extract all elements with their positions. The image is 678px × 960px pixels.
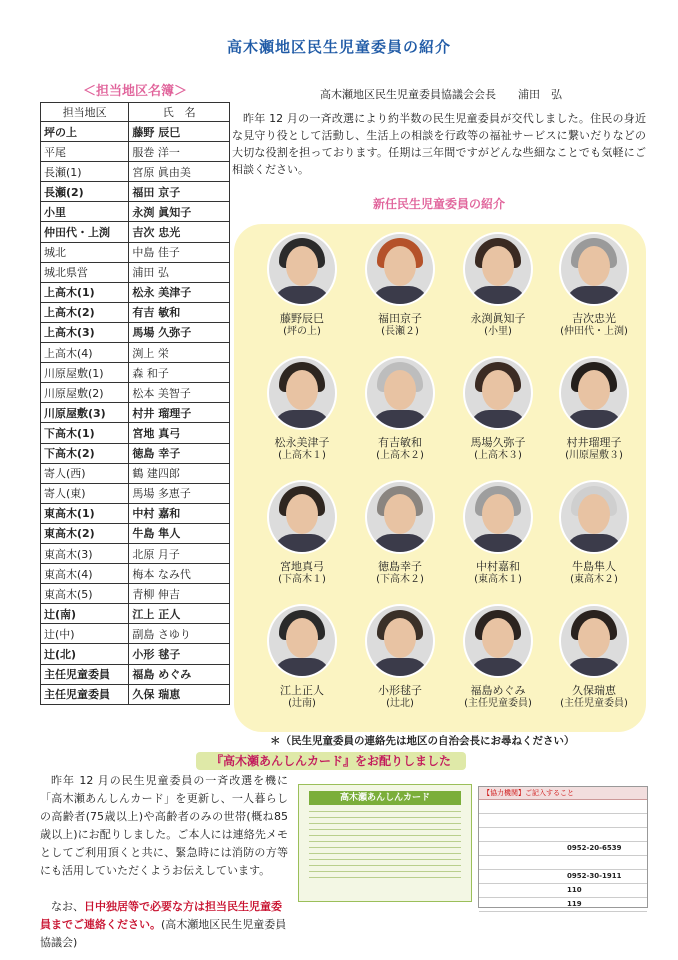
table-row bbox=[41, 443, 230, 463]
name-cell: 村井 瑠理子 bbox=[129, 403, 230, 423]
member-name: 江上正人 bbox=[280, 684, 324, 697]
area-cell: 東高木(4) bbox=[41, 564, 129, 584]
member-photo bbox=[463, 232, 533, 306]
area-cell: 平尾 bbox=[41, 142, 129, 162]
area-cell: 主任児童委員 bbox=[41, 664, 129, 684]
member-photo bbox=[559, 356, 629, 430]
card-phone-4: 119 bbox=[479, 898, 647, 912]
name-cell: 吉次 忠光 bbox=[129, 222, 230, 242]
chairperson-line: 高木瀬地区民生児童委員協議会会長 浦田 弘 bbox=[320, 88, 562, 101]
card-paragraph: 昨年 12 月の民生児童委員の一斉改選を機に「高木瀬あんしんカード」を更新し、一人暮らしの高齢者(75歳以上)や高齢者のみの世帯(概ね85歳以上)にお配りしました。ご本人には連絡先メモとしてご利用頂くと共に、緊急時には消防の方等にも活用していただくようお伝えしています。 bbox=[40, 774, 288, 877]
member-area: (小里) bbox=[484, 326, 512, 337]
member-area: (東高木２) bbox=[570, 574, 618, 585]
table-row bbox=[41, 543, 230, 563]
area-cell: 東高木(2) bbox=[41, 523, 129, 543]
area-cell: 東高木(5) bbox=[41, 584, 129, 604]
member-area: (長瀬２) bbox=[381, 326, 419, 337]
name-cell: 藤野 辰巳 bbox=[129, 122, 230, 142]
roster-table bbox=[40, 102, 230, 705]
table-row bbox=[41, 142, 230, 162]
table-row bbox=[41, 664, 230, 684]
area-cell: 東高木(3) bbox=[41, 543, 129, 563]
table-row bbox=[41, 503, 230, 523]
member-card bbox=[448, 604, 548, 710]
area-cell: 下高木(2) bbox=[41, 443, 129, 463]
table-row bbox=[41, 122, 230, 142]
area-cell: 寄人(西) bbox=[41, 463, 129, 483]
member-name: 吉次忠光 bbox=[572, 312, 616, 325]
member-card bbox=[252, 480, 352, 586]
table-row bbox=[41, 584, 230, 604]
name-cell: 鶴 建四郎 bbox=[129, 463, 230, 483]
table-row bbox=[41, 222, 230, 242]
member-area: (下高木２) bbox=[376, 574, 424, 585]
name-cell: 馬場 多恵子 bbox=[129, 483, 230, 503]
name-cell: 馬場 久弥子 bbox=[129, 322, 230, 342]
area-cell: 東高木(1) bbox=[41, 503, 129, 523]
area-cell: 辻(北) bbox=[41, 644, 129, 664]
member-photo bbox=[365, 604, 435, 678]
member-area: (仲田代・上渕) bbox=[560, 326, 628, 337]
member-area: (川原屋敷３) bbox=[565, 450, 623, 461]
table-row bbox=[41, 182, 230, 202]
table-row bbox=[41, 684, 230, 704]
member-name: 松永美津子 bbox=[274, 436, 330, 449]
card-back-header: 【協力機関】ご記入すること bbox=[479, 787, 647, 800]
member-name: 宮地真弓 bbox=[280, 560, 324, 573]
member-name: 永渕眞知子 bbox=[470, 312, 526, 325]
name-cell: 松永 美津子 bbox=[129, 282, 230, 302]
area-cell: 下高木(1) bbox=[41, 423, 129, 443]
card-phone-2: 0952-30-1911 bbox=[479, 870, 647, 884]
page-title: 高木瀬地区民生児童委員の紹介 bbox=[226, 38, 451, 56]
member-name: 小形毬子 bbox=[378, 684, 422, 697]
member-card bbox=[448, 356, 548, 462]
table-row bbox=[41, 403, 230, 423]
table-row bbox=[41, 483, 230, 503]
table-row bbox=[41, 282, 230, 302]
name-cell: 有吉 敏和 bbox=[129, 302, 230, 322]
member-name: 村井瑠理子 bbox=[566, 436, 622, 449]
area-cell: 主任児童委員 bbox=[41, 684, 129, 704]
area-cell: 仲田代・上渕 bbox=[41, 222, 129, 242]
area-cell: 辻(中) bbox=[41, 624, 129, 644]
member-name: 藤野辰巳 bbox=[280, 312, 324, 325]
new-members-heading: 新任民生児童委員の紹介 bbox=[372, 197, 505, 211]
member-photo bbox=[267, 480, 337, 554]
member-card bbox=[350, 480, 450, 586]
table-row bbox=[41, 423, 230, 443]
member-photo bbox=[559, 480, 629, 554]
card-phone-3: 110 bbox=[479, 884, 647, 898]
table-row bbox=[41, 262, 230, 282]
column-header-area: 担当地区 bbox=[41, 103, 129, 122]
area-cell: 小里 bbox=[41, 202, 129, 222]
table-row bbox=[41, 383, 230, 403]
member-photo bbox=[463, 480, 533, 554]
name-cell: 梅本 なみ代 bbox=[129, 564, 230, 584]
table-row bbox=[41, 564, 230, 584]
name-cell: 中村 嘉和 bbox=[129, 503, 230, 523]
anshin-card-back-image bbox=[478, 786, 648, 908]
contact-tail: (高木瀬地区民生児童委員協議会) bbox=[40, 918, 287, 949]
name-cell: 久保 瑞恵 bbox=[129, 684, 230, 704]
area-cell: 上高木(1) bbox=[41, 282, 129, 302]
column-header-name: 氏 名 bbox=[129, 103, 230, 122]
table-row bbox=[41, 463, 230, 483]
member-area: (東高木１) bbox=[474, 574, 522, 585]
anshin-card-banner: 『高木瀬あんしんカード』をお配りしました bbox=[196, 752, 466, 770]
table-row bbox=[41, 604, 230, 624]
anshin-card-front-image bbox=[298, 784, 472, 902]
table-row bbox=[41, 624, 230, 644]
member-card bbox=[544, 232, 644, 338]
member-card bbox=[544, 480, 644, 586]
area-cell: 川原屋敷(3) bbox=[41, 403, 129, 423]
name-cell: 森 和子 bbox=[129, 363, 230, 383]
member-photo bbox=[559, 604, 629, 678]
intro-paragraph: 昨年 12 月の一斉改選により約半数の民生児童委員が交代しました。住民の身近な見守り役として活動し、生活上の相談を行政等の福祉サービスに繋いだりなどの大切な役割を担っております。任期は三年間ですがどんな些細なことでも気軽にご相談ください。 bbox=[232, 112, 646, 176]
member-photo bbox=[365, 480, 435, 554]
name-cell: 北原 月子 bbox=[129, 543, 230, 563]
member-photo bbox=[267, 604, 337, 678]
name-cell: 服巻 洋一 bbox=[129, 142, 230, 162]
contact-note: ＊（民生児童委員の連絡先は地区の自治会長にお尋ねください） bbox=[270, 735, 575, 747]
name-cell: 福島 めぐみ bbox=[129, 664, 230, 684]
area-cell: 川原屋敷(2) bbox=[41, 383, 129, 403]
name-cell: 宮原 眞由美 bbox=[129, 162, 230, 182]
table-row bbox=[41, 202, 230, 222]
name-cell: 副島 さゆり bbox=[129, 624, 230, 644]
contact-paragraph bbox=[40, 898, 288, 952]
member-area: (辻北) bbox=[386, 698, 414, 709]
contact-lead: なお、 bbox=[51, 900, 84, 913]
member-name: 中村嘉和 bbox=[476, 560, 520, 573]
table-row bbox=[41, 363, 230, 383]
name-cell: 牛島 隼人 bbox=[129, 523, 230, 543]
contact-highlight: 日中独居等で必要な方は担当民生児童委員までご連絡ください。 bbox=[40, 900, 282, 931]
member-card bbox=[350, 604, 450, 710]
roster-heading: ＜担当地区名簿＞ bbox=[82, 84, 187, 99]
member-area: (上高木１) bbox=[278, 450, 326, 461]
member-photo bbox=[365, 232, 435, 306]
card-phone-1: 0952-20-6539 bbox=[479, 842, 647, 856]
member-area: (辻南) bbox=[288, 698, 316, 709]
table-row bbox=[41, 162, 230, 182]
name-cell: 永渕 眞知子 bbox=[129, 202, 230, 222]
member-photo bbox=[463, 356, 533, 430]
table-row bbox=[41, 242, 230, 262]
member-name: 有吉敏和 bbox=[378, 436, 422, 449]
table-row bbox=[41, 343, 230, 363]
table-row bbox=[41, 322, 230, 342]
name-cell: 江上 正人 bbox=[129, 604, 230, 624]
member-area: (下高木１) bbox=[278, 574, 326, 585]
member-card bbox=[350, 356, 450, 462]
member-card bbox=[448, 480, 548, 586]
member-area: (上高木３) bbox=[474, 450, 522, 461]
member-card bbox=[544, 604, 644, 710]
name-cell: 小形 毬子 bbox=[129, 644, 230, 664]
member-card bbox=[252, 604, 352, 710]
member-name: 福島めぐみ bbox=[470, 684, 526, 697]
member-card bbox=[448, 232, 548, 338]
area-cell: 辻(南) bbox=[41, 604, 129, 624]
table-row bbox=[41, 644, 230, 664]
area-cell: 長瀬(2) bbox=[41, 182, 129, 202]
member-area: (上高木２) bbox=[376, 450, 424, 461]
area-cell: 川原屋敷(1) bbox=[41, 363, 129, 383]
member-photo bbox=[267, 356, 337, 430]
area-cell: 長瀬(1) bbox=[41, 162, 129, 182]
area-cell: 城北 bbox=[41, 242, 129, 262]
member-photo bbox=[463, 604, 533, 678]
area-cell: 城北県営 bbox=[41, 262, 129, 282]
name-cell: 浦田 弘 bbox=[129, 262, 230, 282]
member-name: 久保瑞恵 bbox=[572, 684, 616, 697]
member-card bbox=[252, 356, 352, 462]
member-card bbox=[350, 232, 450, 338]
member-photo bbox=[559, 232, 629, 306]
area-cell: 寄人(東) bbox=[41, 483, 129, 503]
name-cell: 青柳 伸吉 bbox=[129, 584, 230, 604]
name-cell: 中島 佳子 bbox=[129, 242, 230, 262]
name-cell: 松本 美智子 bbox=[129, 383, 230, 403]
member-area: (主任児童委員) bbox=[560, 698, 628, 709]
table-row bbox=[41, 302, 230, 322]
card-caption: 高木瀬あんしんカード bbox=[309, 791, 461, 805]
member-name: 馬場久弥子 bbox=[470, 436, 526, 449]
member-card bbox=[544, 356, 644, 462]
member-area: (主任児童委員) bbox=[464, 698, 532, 709]
table-row bbox=[41, 523, 230, 543]
roster-header-row bbox=[41, 103, 230, 122]
member-photo bbox=[267, 232, 337, 306]
name-cell: 渕上 栄 bbox=[129, 343, 230, 363]
name-cell: 福田 京子 bbox=[129, 182, 230, 202]
name-cell: 徳島 幸子 bbox=[129, 443, 230, 463]
name-cell: 宮地 真弓 bbox=[129, 423, 230, 443]
member-card bbox=[252, 232, 352, 338]
member-name: 徳島幸子 bbox=[378, 560, 422, 573]
member-name: 福田京子 bbox=[378, 312, 422, 325]
area-cell: 上高木(2) bbox=[41, 302, 129, 322]
member-photo bbox=[365, 356, 435, 430]
area-cell: 坪の上 bbox=[41, 122, 129, 142]
member-area: (坪の上) bbox=[283, 326, 321, 337]
area-cell: 上高木(3) bbox=[41, 322, 129, 342]
member-name: 牛島隼人 bbox=[572, 560, 616, 573]
area-cell: 上高木(4) bbox=[41, 343, 129, 363]
